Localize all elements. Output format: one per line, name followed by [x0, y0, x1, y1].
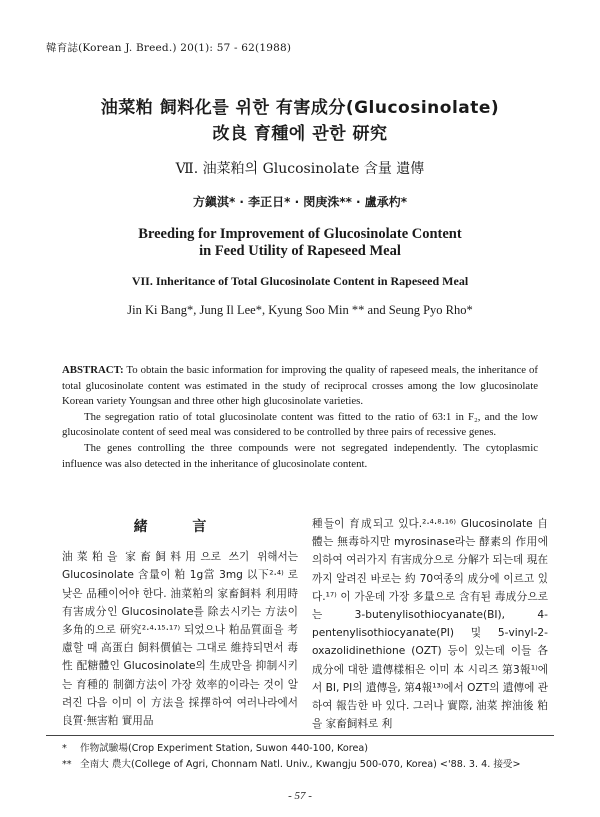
title-english-line-2: in Feed Utility of Rapeseed Meal	[199, 243, 401, 259]
footnote-divider	[46, 735, 554, 736]
section-heading-introduction: 緒 言	[133, 519, 227, 535]
title-korean-line-2: 改良 育種에 관한 研究	[212, 124, 388, 144]
intro-column-left	[62, 518, 298, 730]
title-korean-line-1: 油菜粕 飼料化를 위한 有害成分(Glucosinolate)	[100, 98, 500, 118]
footnotes	[62, 741, 552, 773]
footnote-text: 作物試驗場(Crop Experiment Station, Suwon 440-100, Korea)	[80, 743, 368, 754]
authors-english: Jin Ki Bang*, Jung Il Lee*, Kyung Soo Min ** and Seung Pyo Rho*	[127, 303, 473, 317]
page-number: - 57 -	[288, 790, 312, 802]
intro-paragraph-right: 種들이 育成되고 있다.²·⁴·⁸·¹⁶⁾ Glucosinolate 自體는 無毒하지만 myrosinase라는 酵素의 作用에 의하여 여러가지 有害成分으로 分解가 되는데 現在까지 알려진 바로는 約 70여종의 成分에 이르고 있다.¹⁷⁾ 이 가운데 가장 多量으로 含有된 毒成分으로는 3-butenylisothiocyanate(BI), 4-pentenylisothiocyanate(PI) 및 5-vinyl-2-oxazolidinethione (OZT) 등이 있는데 이들 各 成分에 대한 遺傳樣相은 이미 本 시리즈 第3報¹⁾에서 BI, PI의 遺傳을, 第4報¹³⁾에서 OZT의 遺傳에 관하여 報告한 바 있다. 그러나 實際, 油菜 搾油後 粕을 家畜飼料로 利	[312, 518, 548, 731]
subtitle-korean: Ⅶ. 油菜粕의 Glucosinolate 含量 遺傳	[175, 161, 425, 177]
title-english-line-1: Breeding for Improvement of Glucosinolate Content	[138, 226, 462, 242]
footnote-2	[62, 757, 552, 773]
footnote-text: 全南大 農大(College of Agri, Chonnam Natl. Univ., Kwangju 500-070, Korea) <'88. 3. 4. 接受>	[80, 759, 521, 770]
abstract-paragraph-3: The genes controlling the three compounds were not segregated independently. The cytoplasmic influence was also detected in the inheritance of glucosinolate content.	[62, 441, 538, 470]
footnote-1	[62, 741, 552, 757]
intro-paragraph-left: 油菜粕을 家畜飼料用으로 쓰기 위해서는 Glucosinolate 含量이 粕 1g當 3mg 以下²·⁴⁾ 로 낮은 品種이어야 한다. 油菜粕의 家畜飼料 利用時 有害成分인 Glucosinolate를 除去시키는 方法이 多角的으로 研究²·⁴·¹⁵·¹⁷⁾ 되었으나 粕品質面을 考慮할 때 高蛋白 飼料價値는 그대로 維持되면서 毒性 配糖體인 Glucosinolate의 生成만을 抑制시키는 育種的 制御方法이 가장 效率的이라는 것이 알려진 다음 이미 이 方法을 採擇하여 여러나라에서 良質·無害粕 實用品	[62, 551, 298, 728]
abstract-paragraph-2: The segregation ratio of total glucosinolate content was fitted to the ratio of 63:1 in F₂, and the low glucosinolate content of seed meal was considered to be controlled by three pairs of recessive genes.	[62, 410, 538, 439]
authors-korean: 方鎭淇* · 李正日* · 閔庚洙** · 盧承杓*	[192, 195, 408, 209]
footnote-mark: **	[62, 759, 72, 770]
abstract-paragraph-1	[62, 363, 538, 410]
subtitle-english: VII. Inheritance of Total Glucosinolate Content in Rapeseed Meal	[131, 274, 469, 288]
abstract	[62, 363, 538, 472]
abstract-text-1: To obtain the basic information for improving the quality of rapeseed meals, the inheritance of total glucosinolate content was estimated in the study of reciprocal crosses among the low glucosinolate Korean variety Youngsan and three other high glucosinolate varieties.	[62, 364, 538, 408]
abstract-label: ABSTRACT:	[62, 364, 124, 376]
journal-header: 韓育誌(Korean J. Breed.) 20(1): 57 - 62(1988)	[46, 42, 292, 54]
intro-column-right	[312, 515, 548, 733]
footnote-mark: *	[62, 743, 67, 754]
